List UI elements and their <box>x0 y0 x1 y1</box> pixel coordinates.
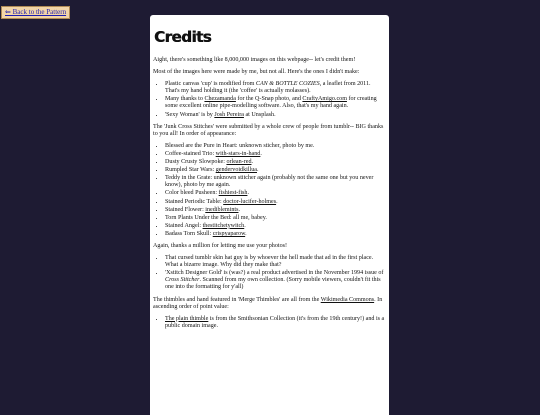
credits-panel <box>150 15 389 415</box>
with-stars-in-hand-link[interactable]: with-stars-in-hand <box>215 150 261 157</box>
crispyaparow-link[interactable]: crispyaparow <box>212 230 246 237</box>
thestitchetywitch-link[interactable]: thestitchetywitch <box>202 222 245 229</box>
chezamanda-link[interactable]: Chezamanda <box>204 96 236 103</box>
page-title: Credits <box>154 28 212 46</box>
josh-pereira-link[interactable]: Josh Pereira <box>214 111 244 118</box>
fishiest-fish-link[interactable]: fishiest-fish <box>218 190 248 197</box>
inediblemints-link[interactable]: inediblemints <box>205 206 239 213</box>
list-item: • Rumpled Star Wars: gendervoidkillua. <box>165 167 386 174</box>
list-item: • Stained Periodic Table: doctor-lucifer-holmes. <box>165 199 386 206</box>
intro-paragraph: Aight, there's something like 8,000,000 images on this webpage-- let's credit them! <box>153 57 356 63</box>
wikimedia-commons-link[interactable]: Wikimedia Commons <box>320 296 375 303</box>
doctor-lucifer-holmes-link[interactable]: doctor-lucifer-holmes <box>223 198 277 205</box>
list-item: • Stained Flower: inediblemints. <box>165 207 386 214</box>
thanks-paragraph: Again, thanks a million for letting me use your photos! <box>153 242 288 249</box>
orlean-red-link[interactable]: orlean-red <box>226 159 252 166</box>
list-item: • The plain thimble is from the Smithsonian Collection (it's from the 19th century!) and is a public domain image. <box>165 316 386 330</box>
thimbles-paragraph: The thimbles and hand featured in 'Merge Thimbles' are all from the Wikimedia Commons. In ascending order of point value: <box>153 296 383 310</box>
back-to-pattern-link[interactable]: ⇐ Back to the Pattern <box>1 6 70 19</box>
list-item: • Blessed are the Pure in Heart: unknown sticher, photo by me. <box>165 143 386 150</box>
list-item: • Plastic canvas 'cup' is modified from CAN & BOTTLE COZIES, a leaflet from 2011. That's my hand holding it (the 'coffee' is actually molasses). <box>165 81 386 95</box>
list-item: • 'Sexy Woman' is by Josh Pereira at Unsplash. <box>165 112 386 119</box>
craftyamigo-link[interactable]: CraftyAmigo.com <box>302 96 347 103</box>
image-credits-list <box>153 81 386 118</box>
list-item: • Color bleed Pusheen: fishiest-fish. <box>165 190 386 197</box>
junk-intro-paragraph: The 'Junk Cross Stitches' were submitted by a whole crew of people from tumblr-- BIG thanks to you all! In order of appearance: <box>153 123 384 137</box>
misc-credits-list <box>153 255 386 291</box>
list-item: • Torn Plants Under the Bed: all me, babey. <box>165 215 386 222</box>
list-item: • Many thanks to Chezamanda for the Q-Snap photo, and CraftyAmigo.com for creating some excellent online pipe-modelling software. Also, that's my hand again. <box>165 96 386 110</box>
gendervoidkillua-link[interactable]: gendervoidkillua <box>215 167 257 174</box>
list-item: • Teddy in the Grate: unknown stitcher again (probably not the same one but you never know), photo by me again. <box>165 175 386 189</box>
list-item: • That cursed tumblr skin hat guy is by whoever the hell made that ad in the first place. What a bizarre image. Why did they make that? <box>165 255 386 269</box>
plain-thimble-link[interactable]: The plain thimble <box>165 315 209 322</box>
list-item: • 'Xstitch Designer Gold' is (was?) a real product advertised in the November 1994 issue of Cross Stitcher. Scanned from my own collection. (Sorry mobile viewers, couldn't fit this one into the formatting for y'all) <box>165 270 386 291</box>
intro-paragraph-2: Most of the images here were made by me, but not all. Here's the ones I didn't make: <box>153 69 360 76</box>
thimbles-list <box>153 316 386 330</box>
list-item: • Badass Torn Skull: crispyaparow. <box>165 231 386 238</box>
list-item: • Coffee-stained Trio: with-stars-in-hand. <box>165 151 386 158</box>
list-item: • Stained Angel: thestitchetywitch. <box>165 223 386 230</box>
junk-stitches-list <box>153 143 386 238</box>
list-item: • Dusty Crusty Slowpoke: orlean-red. <box>165 159 386 166</box>
